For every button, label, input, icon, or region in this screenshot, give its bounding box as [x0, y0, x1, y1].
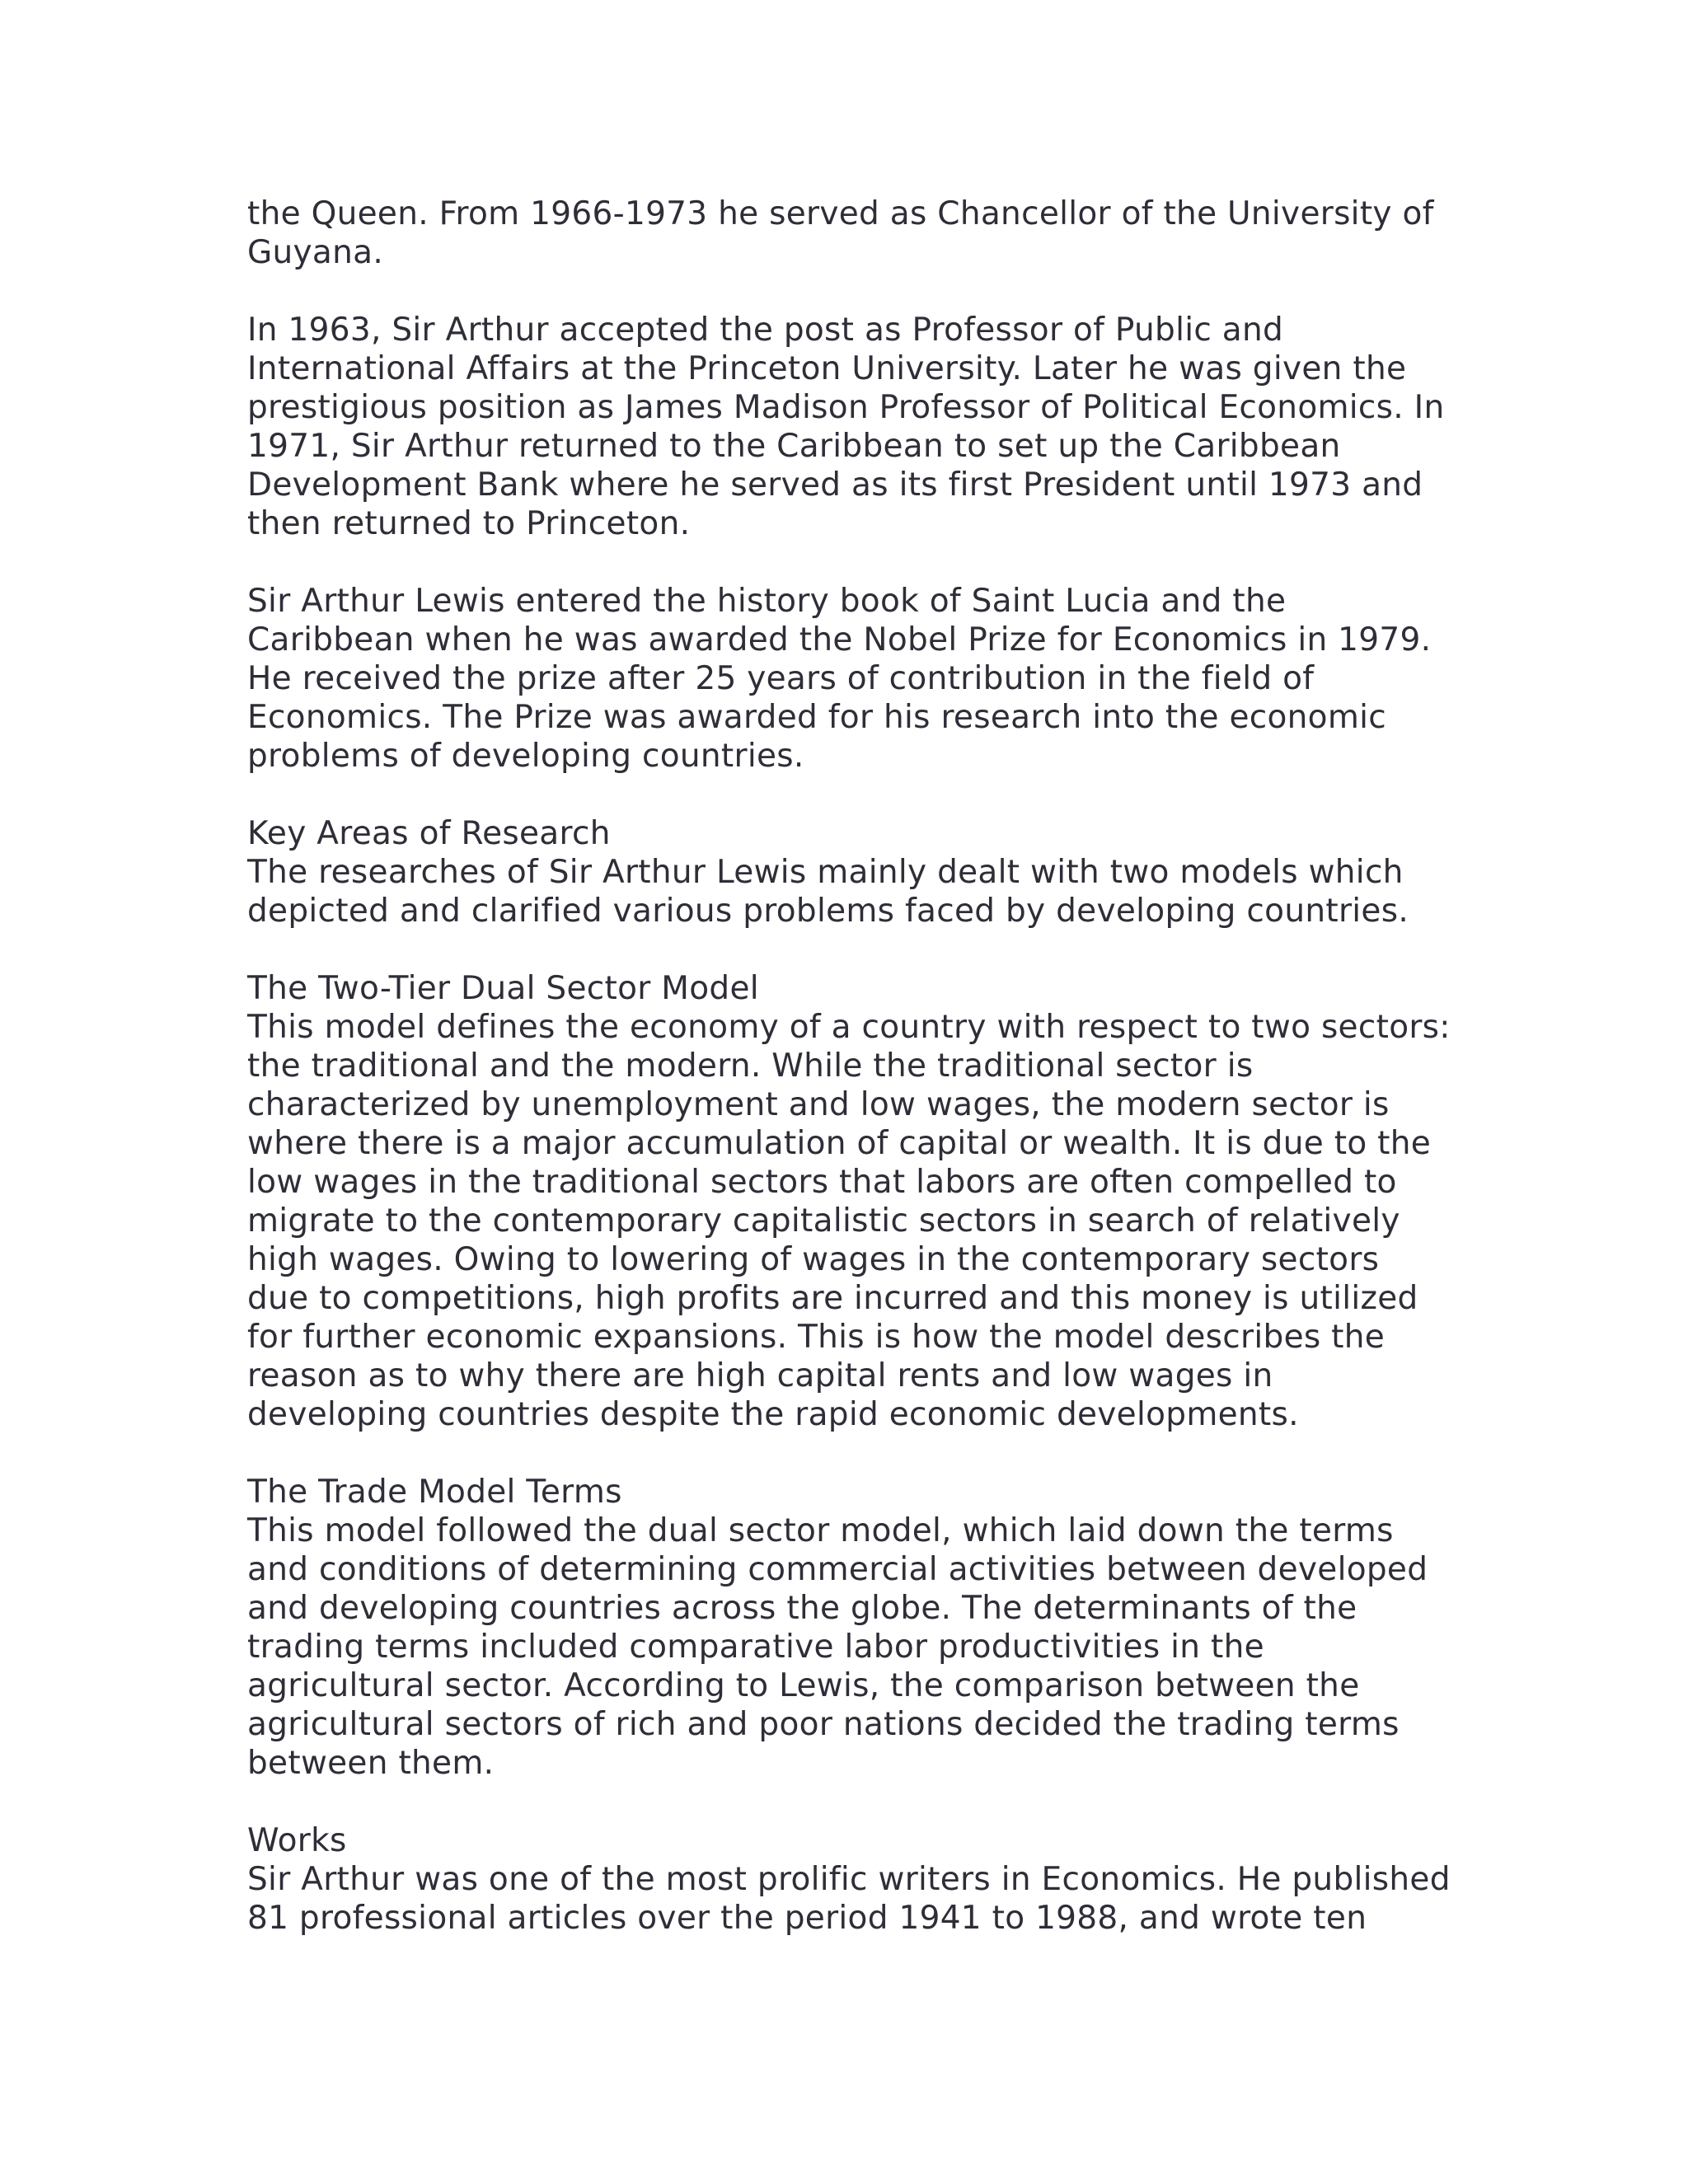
section-heading: Works [247, 1822, 347, 1859]
section-body: Sir Arthur was one of the most prolific writers in Economics. He published 81 professional articles over the period 1941 to 1988, and wrote ten [247, 1861, 1451, 1937]
section-trade-model [247, 1473, 1451, 1783]
section-heading: The Trade Model Terms [247, 1474, 622, 1511]
section-heading: The Two-Tier Dual Sector Model [247, 970, 759, 1007]
paragraph-chancellor: the Queen. From 1966-1973 he served as Chancellor of the University of Guyana. [247, 195, 1434, 271]
paragraph-nobel-prize: Sir Arthur Lewis entered the history book of Saint Lucia and the Caribbean when he was awarded the Nobel Prize for Economics in 1979. He received the prize after 25 years of contribution in the field of Economics. The Prize was awarded for his research into the economic problems of developing countries. [247, 583, 1432, 775]
section-body: This model followed the dual sector model, which laid down the terms and conditions of determining commercial activities between developed and developing countries across the globe. The determinants of the trading terms included comparative labor productivities in the agricultural sector. According to Lewis, the comparison between the agricultural sectors of rich and poor nations decided the trading terms between them. [247, 1512, 1428, 1782]
section-heading: Key Areas of Research [247, 815, 611, 852]
document-page [247, 194, 1451, 1976]
section-dual-sector-model [247, 969, 1451, 1434]
paragraph-princeton: In 1963, Sir Arthur accepted the post as Professor of Public and International Affairs at the Princeton University. Later he was given the prestigious position as James Madison Professor of Political Economics. In 1971, Sir Arthur returned to the Caribbean to set up the Caribbean Development Bank where he served as its first President until 1973 and then returned to Princeton. [247, 312, 1445, 542]
section-body: This model defines the economy of a country with respect to two sectors: the traditional and the modern. While the traditional sector is characterized by unemployment and low wages, the modern sector is where there is a major accumulation of capital or wealth. It is due to the low wages in the traditional sectors that labors are often compelled to migrate to the contemporary capitalistic sectors in search of relatively high wages. Owing to lowering of wages in the contemporary sectors due to competitions, high profits are incurred and this money is utilized for further economic expansions. This is how the model describes the reason as to why there are high capital rents and low wages in developing countries despite the rapid economic developments. [247, 1009, 1451, 1433]
section-works [247, 1821, 1451, 1938]
section-key-areas [247, 814, 1451, 930]
section-body: The researches of Sir Arthur Lewis mainly dealt with two models which depicted and clarified various problems faced by developing countries. [247, 854, 1409, 930]
